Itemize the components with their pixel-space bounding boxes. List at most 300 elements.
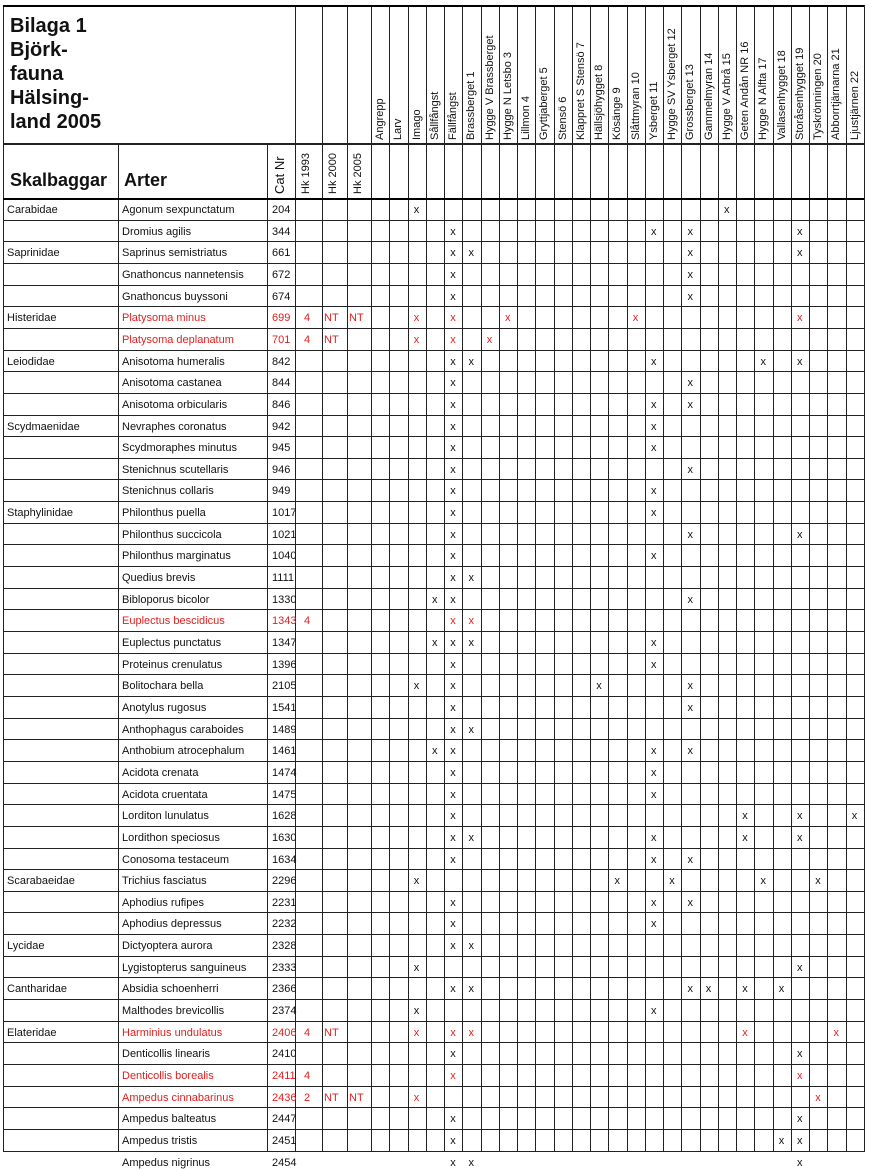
cat-number: 2296 [272,875,297,888]
occurrence-mark: x [614,875,620,888]
species-name: Euplectus punctatus [122,637,222,649]
occurrence-mark: x [797,1070,803,1082]
species-name: Philonthus succicola [122,528,222,541]
species-name: Absidia schoenherri [122,983,219,996]
cat-number: 1541 [272,701,297,714]
occurrence-mark: x [651,485,657,498]
occurrence-mark: x [632,312,639,325]
species-name: Anthophagus caraboides [122,723,244,736]
column-header: Ljustjärnen 22 [848,70,861,140]
occurrence-mark: x [450,745,456,758]
occurrence-mark: x [797,1134,803,1147]
column-header: Fällfångst [447,92,459,140]
occurrence-mark: x [450,766,456,779]
species-name: Gnathoncus nannetensis [122,268,244,281]
column-header: Storåsenhygget 19 [793,47,806,140]
occurrence-mark: x [687,983,693,996]
cat-number: 842 [272,355,291,368]
column-header: Stensö 6 [556,96,569,140]
cat-number: 2105 [272,680,297,693]
grid-vline [864,5,865,1152]
occurrence-mark: x [742,1026,748,1039]
row-divider [3,826,864,827]
row-divider [3,566,864,567]
family-name: Saprinidae [7,247,60,260]
occurrence-mark: x [596,680,602,693]
occurrence-mark: x [687,745,693,758]
occurrence-mark: x [413,1026,420,1039]
species-name: Trichius fasciatus [122,875,207,888]
occurrence-mark: x [450,333,456,346]
species-name: Philonthus puella [122,507,206,520]
cat-number: 661 [272,247,291,260]
family-name: Leiodidae [7,355,55,368]
row-divider [3,371,864,372]
occurrence-mark: x [651,637,657,649]
occurrence-mark: x [651,853,657,866]
column-header: Lillmon 4 [520,95,532,140]
header-species: Arter [124,170,168,190]
species-name: Lorditon lunulatus [122,810,209,823]
occurrence-mark: x [450,507,456,520]
occurrence-mark: x [413,312,420,325]
column-header: Tyskrönningen 20 [812,53,824,140]
cat-number: 699 [272,312,291,325]
column-header: Kösänge 9 [611,87,624,140]
row-divider [3,1107,864,1108]
redlist-status: 4 [304,1026,311,1039]
family-name: Scarabaeidae [7,875,75,888]
row-divider [3,891,864,892]
occurrence-mark: x [687,398,693,411]
row-divider [3,479,864,480]
row-divider [3,956,864,957]
occurrence-mark: x [450,1048,456,1061]
occurrence-mark: x [450,593,456,606]
occurrence-mark: x [687,528,693,541]
cat-number: 2454 [272,1156,297,1169]
cat-number: 846 [272,398,291,411]
occurrence-mark: x [687,463,693,476]
row-divider [3,631,864,632]
occurrence-mark: x [651,766,657,779]
occurrence-mark: x [742,831,748,844]
column-header: Slåttmyran 10 [629,72,642,140]
occurrence-mark: x [797,225,803,238]
occurrence-mark: x [450,463,456,476]
occurrence-mark: x [797,961,803,974]
occurrence-mark: x [687,377,693,390]
cat-number: 1475 [272,788,297,801]
grid-vline [791,5,792,1152]
redlist-status: 2 [304,1091,311,1104]
occurrence-mark: x [468,637,474,649]
occurrence-mark: x [687,680,693,693]
occurrence-mark: x [413,333,420,346]
species-name: Anisotoma humeralis [122,355,225,368]
cat-number: 1630 [272,831,297,844]
column-header: Angrepp [374,98,386,140]
column-header: Grossberget 13 [684,64,697,140]
header-family: Skalbaggar [10,170,108,190]
cat-number: 1461 [272,745,297,758]
occurrence-mark: x [468,247,474,260]
grid-vline [408,5,409,1152]
occurrence-mark: x [651,420,657,433]
row-divider [3,848,864,849]
row-divider [3,761,864,762]
row-divider [3,523,864,524]
cat-number: 2366 [272,983,297,996]
occurrence-mark: x [450,637,456,649]
occurrence-mark: x [651,550,657,563]
column-header: Ysberget 11 [647,81,660,140]
cat-number: 844 [272,377,291,390]
family-name: Staphylinidae [7,507,74,520]
occurrence-mark: x [468,1156,474,1169]
occurrence-mark: x [651,658,657,671]
species-name: Harminius undulatus [122,1026,223,1039]
occurrence-mark: x [797,1113,803,1126]
grid-vline [267,143,268,1152]
redlist-status: NT [324,333,339,346]
row-divider [3,783,864,784]
occurrence-mark: x [797,247,803,260]
occurrence-mark: x [432,637,438,649]
occurrence-mark: x [450,983,456,996]
occurrence-mark: x [651,507,657,520]
row-divider [3,934,864,935]
occurrence-mark: x [413,1091,420,1104]
redlist-status: 4 [304,615,311,628]
species-name: Stenichnus scutellaris [122,463,229,476]
species-name: Ampedus cinnabarinus [122,1091,234,1104]
cat-number: 674 [272,290,291,303]
redlist-status: NT [324,1026,339,1039]
family-name: Scydmaenidae [7,420,80,433]
redlist-status: NT [349,312,364,325]
grid-vline [590,5,591,1152]
occurrence-mark: x [687,853,693,866]
grid-vline [295,5,296,1152]
occurrence-mark: x [797,831,803,844]
row-divider [3,912,864,913]
occurrence-mark: x [450,268,456,281]
grid-vline [572,5,573,1152]
column-header: Vallasenhygget 18 [775,50,788,140]
row-divider [3,674,864,675]
occurrence-mark: x [687,290,693,303]
occurrence-mark: x [432,745,438,758]
occurrence-mark: x [742,983,748,996]
occurrence-mark: x [651,831,657,844]
grid-vline [827,5,828,1152]
grid-header-mid [3,143,864,145]
occurrence-mark: x [468,940,474,953]
row-divider [3,415,864,416]
row-divider [3,544,864,545]
column-header: Hygge N Alfta 17 [757,57,770,140]
occurrence-mark: x [450,528,456,541]
species-name: Ampedus tristis [122,1134,198,1147]
redlist-status: NT [349,1091,364,1104]
column-header: Gryttjaberget 5 [538,67,551,140]
grid-vline [322,5,323,1152]
cat-number: 2410 [272,1048,297,1061]
occurrence-mark: x [450,788,456,801]
occurrence-mark: x [450,1134,456,1147]
column-header: Hygge V Arbrå 15 [720,53,733,140]
page-title: Bilaga 1 Björk- fauna Hälsing- land 2005 [10,15,102,133]
occurrence-mark: x [450,355,456,368]
occurrence-mark: x [797,810,803,823]
cat-number: 2231 [272,896,297,909]
row-divider [3,718,864,719]
row-divider [3,1151,864,1152]
grid-vline [347,5,348,1152]
column-header: Hygge SV Ysberget 12 [666,28,678,140]
occurrence-mark: x [413,1005,420,1018]
row-divider [3,869,864,870]
redlist-status: NT [324,312,339,325]
row-divider [3,653,864,654]
occurrence-mark: x [815,875,821,888]
family-name: Elateridae [7,1026,57,1039]
grid-top [3,5,864,7]
cat-number: 942 [272,420,291,433]
occurrence-mark: x [486,333,493,346]
occurrence-mark: x [450,853,456,866]
cat-number: 1347 [272,637,297,649]
grid-vline [846,5,847,1152]
grid-vline [700,5,701,1152]
occurrence-mark: x [468,355,474,368]
species-name: Gnathoncus buyssoni [122,290,228,303]
redlist-status: 4 [304,312,311,325]
species-name: Bibloporus bicolor [122,593,210,606]
occurrence-mark: x [432,593,438,606]
occurrence-mark: x [687,268,693,281]
occurrence-mark: x [450,615,456,628]
occurrence-mark: x [651,355,657,368]
occurrence-mark: x [797,528,803,541]
grid-vline [426,5,427,1152]
column-header: Sållfångst [428,91,441,140]
cat-number: 1017 [272,507,297,520]
cat-number: 2447 [272,1113,297,1126]
occurrence-mark: x [797,355,803,368]
occurrence-mark: x [450,377,456,390]
occurrence-mark: x [450,1070,456,1082]
occurrence-mark: x [450,550,456,563]
occurrence-mark: x [669,875,675,888]
header-catnr: Cat Nr [272,156,287,194]
occurrence-mark: x [687,896,693,909]
occurrence-mark: x [450,723,456,736]
cat-number: 2374 [272,1005,297,1018]
row-divider [3,609,864,610]
cat-number: 1343 [272,615,297,628]
grid-vline [608,5,609,1152]
species-name: Proteinus crenulatus [122,658,223,671]
species-name: Anisotoma castanea [122,377,222,390]
occurrence-mark: x [815,1091,821,1104]
species-name: Platysoma deplanatum [122,333,234,346]
cat-number: 1628 [272,810,297,823]
grid-header-bottom [3,198,864,200]
species-name: Ampedus balteatus [122,1113,217,1126]
occurrence-mark: x [687,225,693,238]
occurrence-mark: x [760,355,766,368]
species-name: Acidota cruentata [122,788,208,801]
grid-vline [389,5,390,1152]
column-header: Geten Andån NR 16 [739,41,751,140]
grid-vline [663,5,664,1152]
row-divider [3,1021,864,1022]
column-header: Hygge V Brassberget [483,35,496,140]
species-name: Denticollis linearis [122,1048,211,1061]
column-header: Hygge N Letsbo 3 [501,51,514,140]
column-header: Hällsjöhygget 8 [593,64,605,140]
row-divider [3,1042,864,1043]
row-divider [3,458,864,459]
occurrence-mark: x [450,680,456,693]
cat-number: 344 [272,225,291,238]
species-name: Dictyoptera aurora [122,940,213,953]
cat-number: 949 [272,485,291,498]
occurrence-mark: x [705,983,712,996]
occurrence-mark: x [851,810,858,823]
occurrence-mark: x [797,1156,803,1169]
row-divider [3,263,864,264]
occurrence-mark: x [450,918,456,931]
cat-number: 2328 [272,940,297,953]
occurrence-mark: x [450,1156,456,1169]
family-name: Lycidae [7,940,45,953]
occurrence-mark: x [450,225,456,238]
species-name: Saprinus semistriatus [122,247,228,260]
species-name: Bolitochara bella [122,680,204,693]
grid-vline [481,5,482,1152]
cat-number: 1474 [272,766,297,779]
occurrence-mark: x [468,983,474,996]
occurrence-mark: x [468,831,474,844]
cat-number: 2406 [272,1026,297,1039]
cat-number: 701 [272,333,291,346]
column-header: Brassberget 1 [465,71,478,140]
cat-number: 1634 [272,853,297,866]
cat-number: 1040 [272,550,297,563]
row-divider [3,696,864,697]
row-divider [3,1064,864,1065]
occurrence-mark: x [797,1048,803,1061]
grid-vline [3,5,4,1152]
occurrence-mark: x [450,701,456,714]
occurrence-mark: x [651,398,657,411]
row-divider [3,1129,864,1130]
grid-vline [645,5,646,1152]
occurrence-mark: x [724,204,730,216]
redlist-status: NT [324,1091,339,1104]
species-name: Anotylus rugosus [122,701,207,714]
cat-number: 2333 [272,961,297,974]
species-name: Stenichnus collaris [122,485,214,498]
cat-number: 2436 [272,1091,297,1104]
occurrence-mark: x [450,940,456,953]
occurrence-mark: x [651,745,657,758]
occurrence-mark: x [651,788,657,801]
cat-number: 946 [272,463,291,476]
species-name: Denticollis borealis [122,1070,214,1082]
grid-vline [554,5,555,1152]
row-divider [3,350,864,351]
occurrence-mark: x [450,1113,456,1126]
occurrence-mark: x [687,593,693,606]
occurrence-mark: x [505,312,511,325]
occurrence-mark: x [450,810,456,823]
column-header: Abborrtjärnarna 21 [830,48,843,140]
cat-number: 2232 [272,918,297,931]
species-name: Nevraphes coronatus [122,420,227,433]
row-divider [3,393,864,394]
cat-number: 1330 [272,593,297,606]
occurrence-mark: x [468,572,474,585]
row-divider [3,306,864,307]
column-header: Klappret S Stensö 7 [574,42,587,140]
grid-vline [754,5,755,1152]
cat-number: 2411 [272,1070,296,1082]
occurrence-mark: x [833,1026,839,1039]
occurrence-mark: x [413,961,420,974]
cat-number: 1489 [272,723,297,736]
occurrence-mark: x [450,572,456,585]
occurrence-mark: x [651,442,657,455]
column-header: Larv [392,118,405,140]
occurrence-mark: x [413,204,420,216]
occurrence-mark: x [651,225,657,238]
header-hk2000: Hk 2000 [327,153,339,194]
cat-number: 2451 [272,1134,297,1147]
species-name: Quedius brevis [122,572,196,585]
species-name: Conosoma testaceum [122,853,229,866]
grid-vline [681,5,682,1152]
grid-vline [736,5,737,1152]
occurrence-mark: x [651,1005,657,1018]
species-name: Ampedus nigrinus [122,1156,211,1169]
cat-number: 1396 [272,658,297,671]
redlist-status: 4 [304,1070,311,1082]
grid-vline [718,5,719,1152]
occurrence-mark: x [450,1026,456,1039]
species-name: Euplectus bescidicus [122,615,225,628]
occurrence-mark: x [797,312,803,325]
occurrence-mark: x [651,918,657,931]
family-name: Histeridae [7,312,57,325]
header-hk2005: Hk 2005 [352,153,364,194]
occurrence-mark: x [778,983,785,996]
grid-vline [517,5,518,1152]
occurrence-mark: x [450,896,456,909]
occurrence-mark: x [413,875,420,888]
species-name: Anthobium atrocephalum [122,745,245,758]
row-divider [3,739,864,740]
row-divider [3,501,864,502]
occurrence-mark: x [413,680,420,693]
header-hk1993: Hk 1993 [300,153,312,194]
row-divider [3,977,864,978]
grid-vline [499,5,500,1152]
occurrence-mark: x [450,442,456,455]
